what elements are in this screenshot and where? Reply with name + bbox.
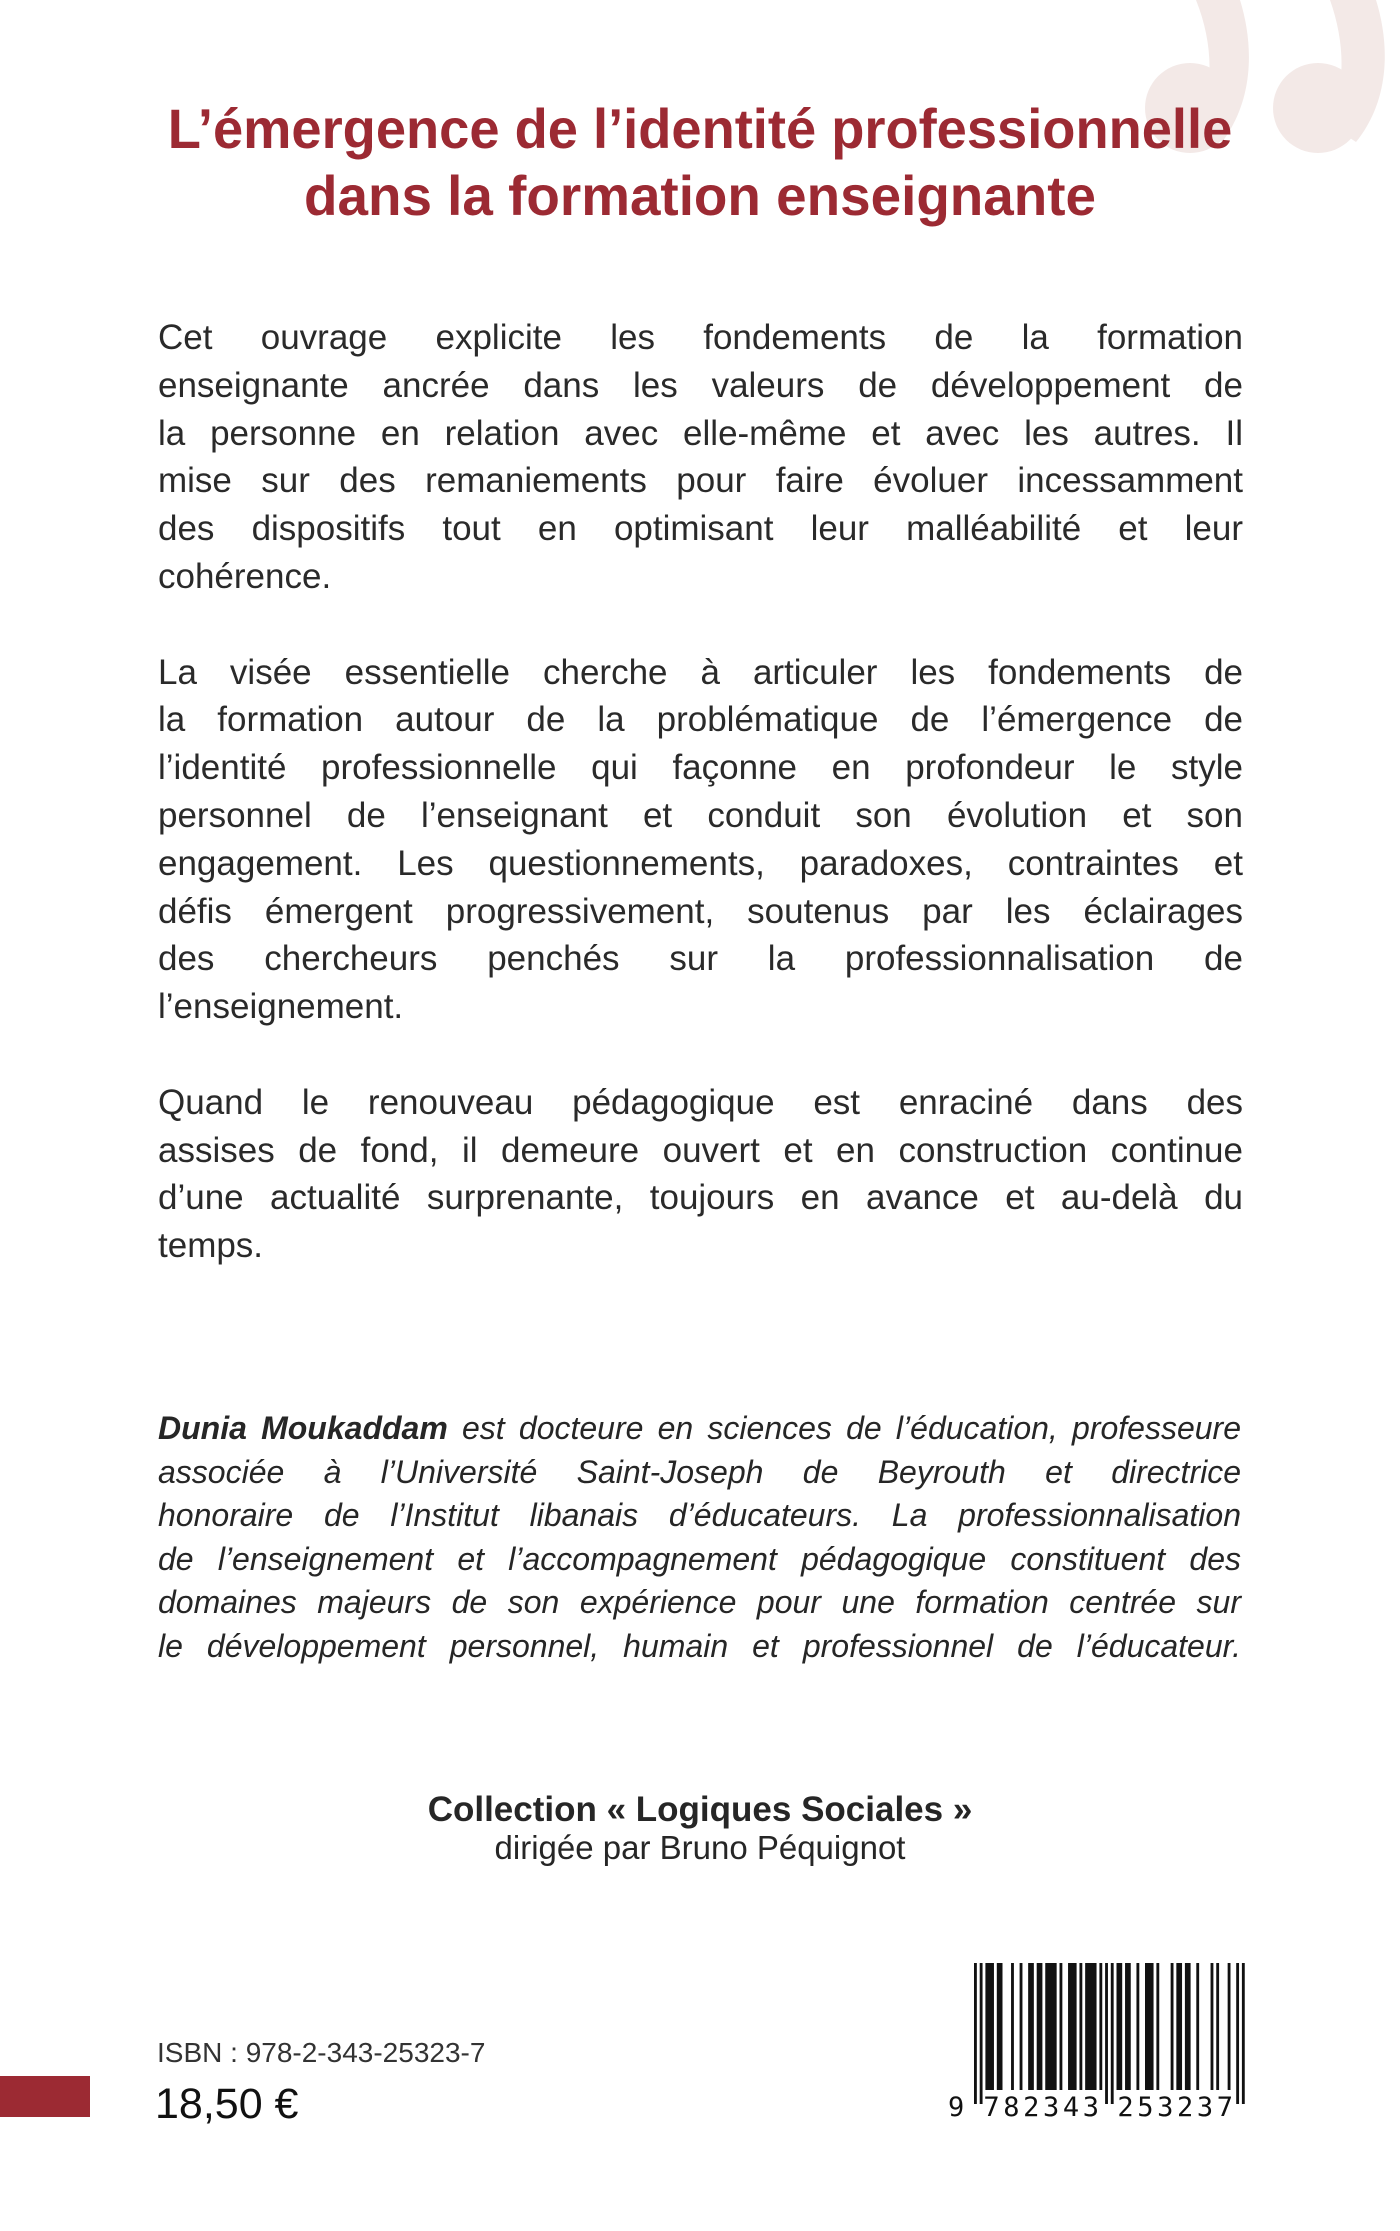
barcode-bar <box>997 1963 1003 2090</box>
barcode-bar <box>1085 1963 1096 2090</box>
text-line: la formation autour de la problématique de l’émergence de <box>158 700 1243 740</box>
barcode-bar <box>1068 1963 1077 2090</box>
barcode-digit-first: 9 <box>948 2092 965 2123</box>
barcode-bar <box>1079 1963 1082 2090</box>
text-line: assises de fond, il demeure ouvert et en construction continue <box>158 1130 1243 1170</box>
title-line-text: L’émergence de l’identité professionnelle <box>167 97 1233 160</box>
barcode-bar <box>1028 1963 1034 2090</box>
text-line: de l’enseignement et l’accompagnement pédagogique constituent des <box>158 1540 1241 1577</box>
barcode-bar <box>1196 1963 1199 2090</box>
text-line: l’enseignement. <box>158 987 404 1027</box>
barcode-bar <box>1236 1963 1239 2104</box>
text-line: l’identité professionnelle qui façonne en profondeur le style <box>158 748 1243 788</box>
text-line: enseignante ancrée dans les valeurs de développement de <box>158 365 1243 405</box>
summary-text <box>158 314 1243 1270</box>
barcode-bar <box>1156 1963 1159 2090</box>
barcode-bar <box>985 1963 994 2090</box>
barcode-bar <box>1060 1963 1063 2090</box>
barcode-bar <box>1185 1963 1191 2090</box>
barcode-bar <box>1171 1963 1174 2090</box>
barcode-bar <box>1045 1963 1056 2090</box>
barcode-digits-left: 782343 <box>983 2092 1103 2123</box>
barcode-bar <box>1242 1963 1245 2104</box>
text-line: engagement. Les questionnements, paradoxes, contraintes et <box>158 843 1243 883</box>
text-line: honoraire de l’Institut libanais d’éducateurs. La professionnalisation <box>158 1497 1241 1533</box>
barcode-bar <box>1145 1963 1154 2090</box>
text-line: des chercheurs penchés sur la professionnalisation de <box>158 939 1243 979</box>
title-line-text: dans la formation enseignante <box>303 164 1097 227</box>
text-line: personnel de l’enseignant et conduit son évolution et son <box>158 795 1243 835</box>
barcode-bar <box>1111 1963 1114 2104</box>
isbn: ISBN : 978-2-343-25323-7 <box>157 2037 486 2068</box>
barcode-bar <box>1037 1963 1043 2090</box>
text-line: mise sur des remaniements pour faire évoluer incessamment <box>158 461 1243 501</box>
price: 18,50 € <box>155 2080 299 2128</box>
title-line <box>0 162 1400 229</box>
collection-name: Collection « Logiques Sociales » <box>427 1790 973 1829</box>
text-line: défis émergent progressivement, soutenus par les éclairages <box>158 891 1243 931</box>
barcode-digits-right: 253237 <box>1117 2092 1237 2123</box>
barcode-bar <box>1011 1963 1014 2090</box>
text-line: le développement personnel, humain et professionnel de l’éducateur. <box>158 1627 1241 1664</box>
barcode-bar <box>1211 1963 1214 2090</box>
barcode-bar <box>1125 1963 1131 2090</box>
barcode-bar <box>1099 1963 1102 2090</box>
barcode-bar <box>1216 1963 1219 2090</box>
collection-director: dirigée par Bruno Péquignot <box>494 1829 906 1866</box>
barcode-bar <box>1117 1963 1123 2090</box>
text-line: la personne en relation avec elle-même et avec les autres. Il <box>158 413 1243 453</box>
summary-paragraph <box>158 649 1243 1031</box>
text-line: Cet ouvrage explicite les fondements de la formation <box>158 318 1243 357</box>
text-line: des dispositifs tout en optimisant leur malléabilité et leur <box>158 509 1243 549</box>
text-line: Quand le renouveau pédagogique est enraciné dans des <box>158 1082 1243 1122</box>
accent-bar <box>0 2076 90 2117</box>
book-title <box>0 95 1400 229</box>
collection-info <box>0 1791 1400 1867</box>
barcode-bar <box>1136 1963 1139 2090</box>
author-name: Dunia Moukaddam <box>158 1410 448 1446</box>
text-line: domaines majeurs de son expérience pour une formation centrée sur <box>158 1584 1241 1620</box>
text-line: cohérence. <box>158 556 332 596</box>
bio-text: est docteure en sciences de l’éducation, professeure <box>447 1410 1242 1446</box>
summary-paragraph <box>158 314 1243 601</box>
barcode-bar <box>974 1963 977 2104</box>
text-line <box>158 1407 1241 1451</box>
title-line <box>0 95 1400 162</box>
barcode-bar <box>1020 1963 1023 2090</box>
barcode-bar <box>980 1963 983 2104</box>
author-bio <box>158 1407 1241 1668</box>
text-line: associée à l’Université Saint-Joseph de Beyrouth et directrice <box>158 1453 1241 1490</box>
text-line: La visée essentielle cherche à articuler les fondements de <box>158 652 1243 692</box>
summary-paragraph <box>158 1079 1243 1270</box>
text-line: temps. <box>158 1226 264 1266</box>
barcode-bar <box>1105 1963 1108 2104</box>
barcode-bar <box>1176 1963 1182 2090</box>
barcode-bar <box>1228 1963 1231 2090</box>
text-line: d’une actualité surprenante, toujours en avance et au-delà du <box>158 1178 1243 1218</box>
